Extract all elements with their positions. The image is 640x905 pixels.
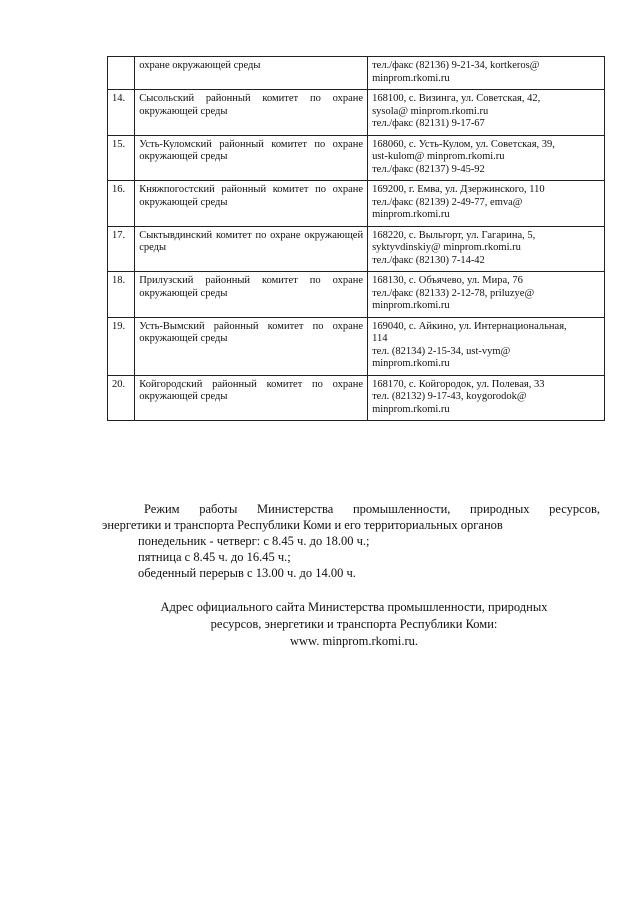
contact-info (368, 90, 605, 136)
row-number: 18. (108, 272, 135, 318)
committee-name: Койгородский районный комитет по охране окружающей среды (135, 375, 368, 421)
contact-line: тел. (82134) 2-15-34, ust-vym@ (372, 345, 511, 357)
contact-info (368, 375, 605, 421)
row-number: 19. (108, 317, 135, 375)
contact-line: minprom.rkomi.ru (372, 403, 450, 415)
row-number: 14. (108, 90, 135, 136)
working-hours-section (102, 501, 600, 581)
committee-name: Усть-Вымский районный комитет по охране окружающей среды (135, 317, 368, 375)
agencies-table-body (108, 57, 605, 421)
contact-info (368, 57, 605, 90)
contact-info (368, 272, 605, 318)
contact-info (368, 181, 605, 227)
table-row (108, 135, 605, 181)
table-row (108, 181, 605, 227)
table-row (108, 317, 605, 375)
row-number (108, 57, 135, 90)
table-row (108, 90, 605, 136)
working-hours-lunch-break: обеденный перерыв с 13.00 ч. до 14.00 ч. (138, 566, 356, 580)
agencies-table (107, 56, 605, 421)
contact-line: тел. (82132) 9-17-43, koygorodok@ (372, 391, 527, 402)
contact-line: 169200, г. Емва, ул. Дзержинского, 110 (372, 184, 545, 195)
contact-line: тел./факс (82136) 9-21-34, kortkeros@ (372, 60, 540, 71)
contact-line: 168060, с. Усть-Кулом, ул. Советская, 39, (372, 138, 555, 150)
contact-info (368, 135, 605, 181)
contact-line: minprom.rkomi.ru (372, 209, 450, 220)
contact-line: minprom.rkomi.ru (372, 358, 450, 369)
committee-name: охране окружающей среды (135, 57, 368, 90)
contact-line: 169040, с. Айкино, ул. Интернациональная, (372, 320, 567, 332)
contact-line: ust-kulom@ minprom.rkomi.ru (372, 151, 505, 162)
row-number: 20. (108, 375, 135, 421)
contact-line: тел./факс (82133) 2-12-78, priluzye@ (372, 287, 535, 299)
contact-line: sysola@ minprom.rkomi.ru (372, 105, 489, 117)
website-caption-line1: Адрес официального сайта Министерства промышленности, природных (160, 600, 548, 614)
contact-line: minprom.rkomi.ru (372, 300, 450, 311)
committee-name: Княжпогостский районный комитет по охране окружающей среды (135, 181, 368, 227)
row-number: 16. (108, 181, 135, 227)
contact-line: тел./факс (82137) 9-45-92 (372, 163, 485, 175)
committee-name: Прилузский районный комитет по охране окружающей среды (135, 272, 368, 318)
website-caption-line2: ресурсов, энергетики и транспорта Республики Коми: (210, 617, 498, 631)
website-url: www. minprom.rkomi.ru. (290, 634, 418, 648)
table-row (108, 226, 605, 272)
working-hours-friday: пятница с 8.45 ч. до 16.45 ч.; (138, 550, 291, 564)
contact-line: 168170, с. Койгородок, ул. Полевая, 33 (372, 378, 545, 390)
website-section (108, 599, 600, 650)
table-row (108, 272, 605, 318)
table-row (108, 375, 605, 421)
contact-info (368, 317, 605, 375)
contact-line: тел./факс (82139) 2-49-77, emva@ (372, 196, 523, 208)
committee-name: Сыктывдинский комитет по охране окружающей среды (135, 226, 368, 272)
contact-line: minprom.rkomi.ru (372, 72, 450, 84)
contact-line: 114 (372, 333, 388, 344)
row-number: 15. (108, 135, 135, 181)
committee-name: Сысольский районный комитет по охране окружающей среды (135, 90, 368, 136)
contact-line: 168100, с. Визинга, ул. Советская, 42, (372, 93, 541, 104)
working-hours-weekdays: понедельник - четверг: с 8.45 ч. до 18.00 ч.; (138, 534, 370, 548)
contact-line: 168220, с. Выльгорт, ул. Гагарина, 5, (372, 229, 536, 241)
contact-line: тел./факс (82131) 9-17-67 (372, 118, 485, 129)
contact-info (368, 226, 605, 272)
table-row (108, 57, 605, 90)
working-hours-heading-line2: энергетики и транспорта Республики Коми и его территориальных органов (102, 518, 503, 532)
contact-line: тел./факс (82130) 7-14-42 (372, 254, 485, 266)
contact-line: 168130, с. Объячево, ул. Мира, 76 (372, 275, 523, 286)
committee-name: Усть-Куломский районный комитет по охране окружающей среды (135, 135, 368, 181)
working-hours-heading-line1: Режим работы Министерства промышленности, природных ресурсов, (144, 502, 600, 516)
row-number: 17. (108, 226, 135, 272)
contact-line: syktyvdinskiy@ minprom.rkomi.ru (372, 242, 521, 253)
